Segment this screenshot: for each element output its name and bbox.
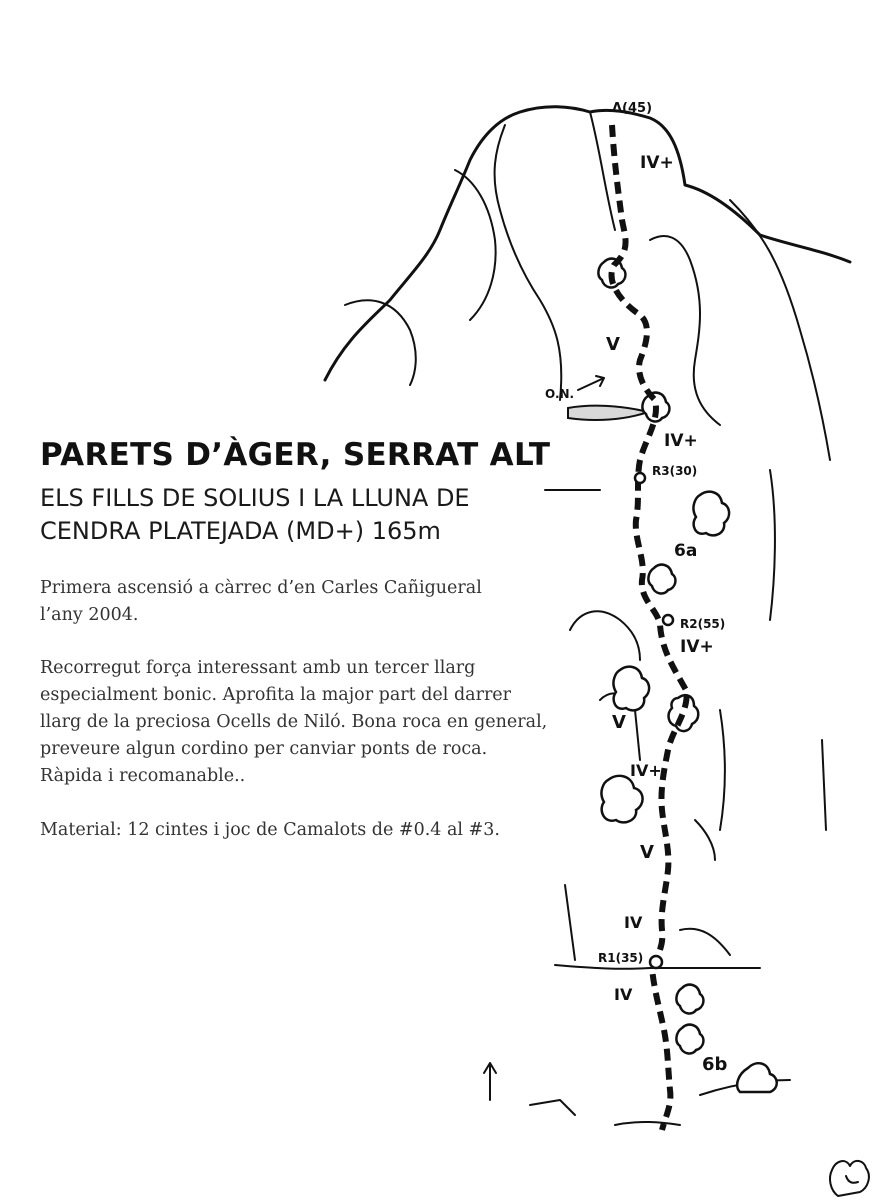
bush-2 (613, 667, 649, 711)
bush-5 (737, 1063, 777, 1092)
climber-logo-icon (830, 1161, 869, 1196)
description-line-3: llarg de la preciosa Ocells de Niló. Bona roca en general, (40, 712, 548, 732)
description-paragraph (40, 655, 547, 790)
label-top: Δ(45) (612, 101, 653, 116)
label-r1: R1(35) (598, 951, 644, 965)
shaded-ledge (568, 406, 648, 420)
description-line-4: preveure algun cordino per canviar ponts de roca. (40, 739, 488, 759)
description-line-5: Ràpida i recomanable.. (40, 766, 246, 786)
material-paragraph (40, 817, 500, 844)
rock-ledge-3 (565, 885, 575, 960)
belay-r1 (650, 956, 662, 968)
label-grade-7: IV+ (630, 761, 662, 780)
label-grade-6: V (612, 712, 626, 733)
label-grade-10: IV (614, 985, 633, 1004)
first-ascent-paragraph (40, 575, 482, 629)
first-ascent-line-2: l’any 2004. (40, 605, 139, 625)
label-on: O.N. (545, 387, 575, 401)
label-r2: R2(55) (680, 617, 726, 631)
label-grade-2: V (606, 334, 620, 355)
bush-9 (676, 985, 703, 1014)
label-grade-9: IV (624, 913, 643, 932)
description-line-2: especialment bonic. Aprofita la major part del darrer (40, 685, 512, 705)
rock-contour-5 (345, 300, 416, 385)
rock-contour-7 (770, 470, 775, 620)
label-grade-3: IV+ (664, 431, 698, 451)
rock-contour-12 (695, 820, 715, 860)
belay-r3 (635, 473, 645, 483)
rock-contour-8 (822, 740, 826, 830)
rock-ledge-4 (680, 929, 730, 955)
rock-base-2 (615, 1122, 680, 1125)
description-line-1: Recorregut força interessant amb un tercer llarg (40, 658, 476, 678)
rock-contour-11 (720, 710, 725, 830)
material-line: Material: 12 cintes i joc de Camalots de #0.4 al #3. (40, 820, 500, 840)
route-name-line-1: ELS FILLS DE SOLIUS I LA LLUNA DE (40, 484, 470, 512)
label-grade-5: IV+ (680, 637, 714, 657)
belay-r2 (663, 615, 673, 625)
bush-10 (676, 1025, 703, 1054)
summit-rock-outline (325, 107, 850, 380)
rock-contour-4 (455, 170, 496, 320)
north-arrow-icon (484, 1063, 496, 1100)
rock-base-1 (530, 1100, 575, 1115)
route-name-line-2: CENDRA PLATEJADA (MD+) 165m (40, 517, 441, 545)
bush-8 (648, 565, 675, 594)
rock-contour-1 (495, 125, 562, 400)
route-name (40, 482, 560, 548)
rock-contour-6 (730, 200, 830, 460)
label-grade-11: 6b (702, 1054, 728, 1075)
page-title: PARETS D’ÀGER, SERRAT ALT (40, 437, 551, 473)
bush-1 (693, 492, 729, 536)
first-ascent-line-1: Primera ascensió a càrrec d’en Carles Cañigueral (40, 578, 482, 598)
label-grade-1: IV+ (640, 153, 674, 173)
rock-contour-9 (570, 611, 640, 660)
label-r3: R3(30) (652, 464, 698, 478)
on-arrow (578, 376, 604, 390)
label-grade-4: 6a (674, 541, 698, 561)
bush-4 (601, 776, 642, 823)
label-grade-8: V (640, 842, 654, 863)
